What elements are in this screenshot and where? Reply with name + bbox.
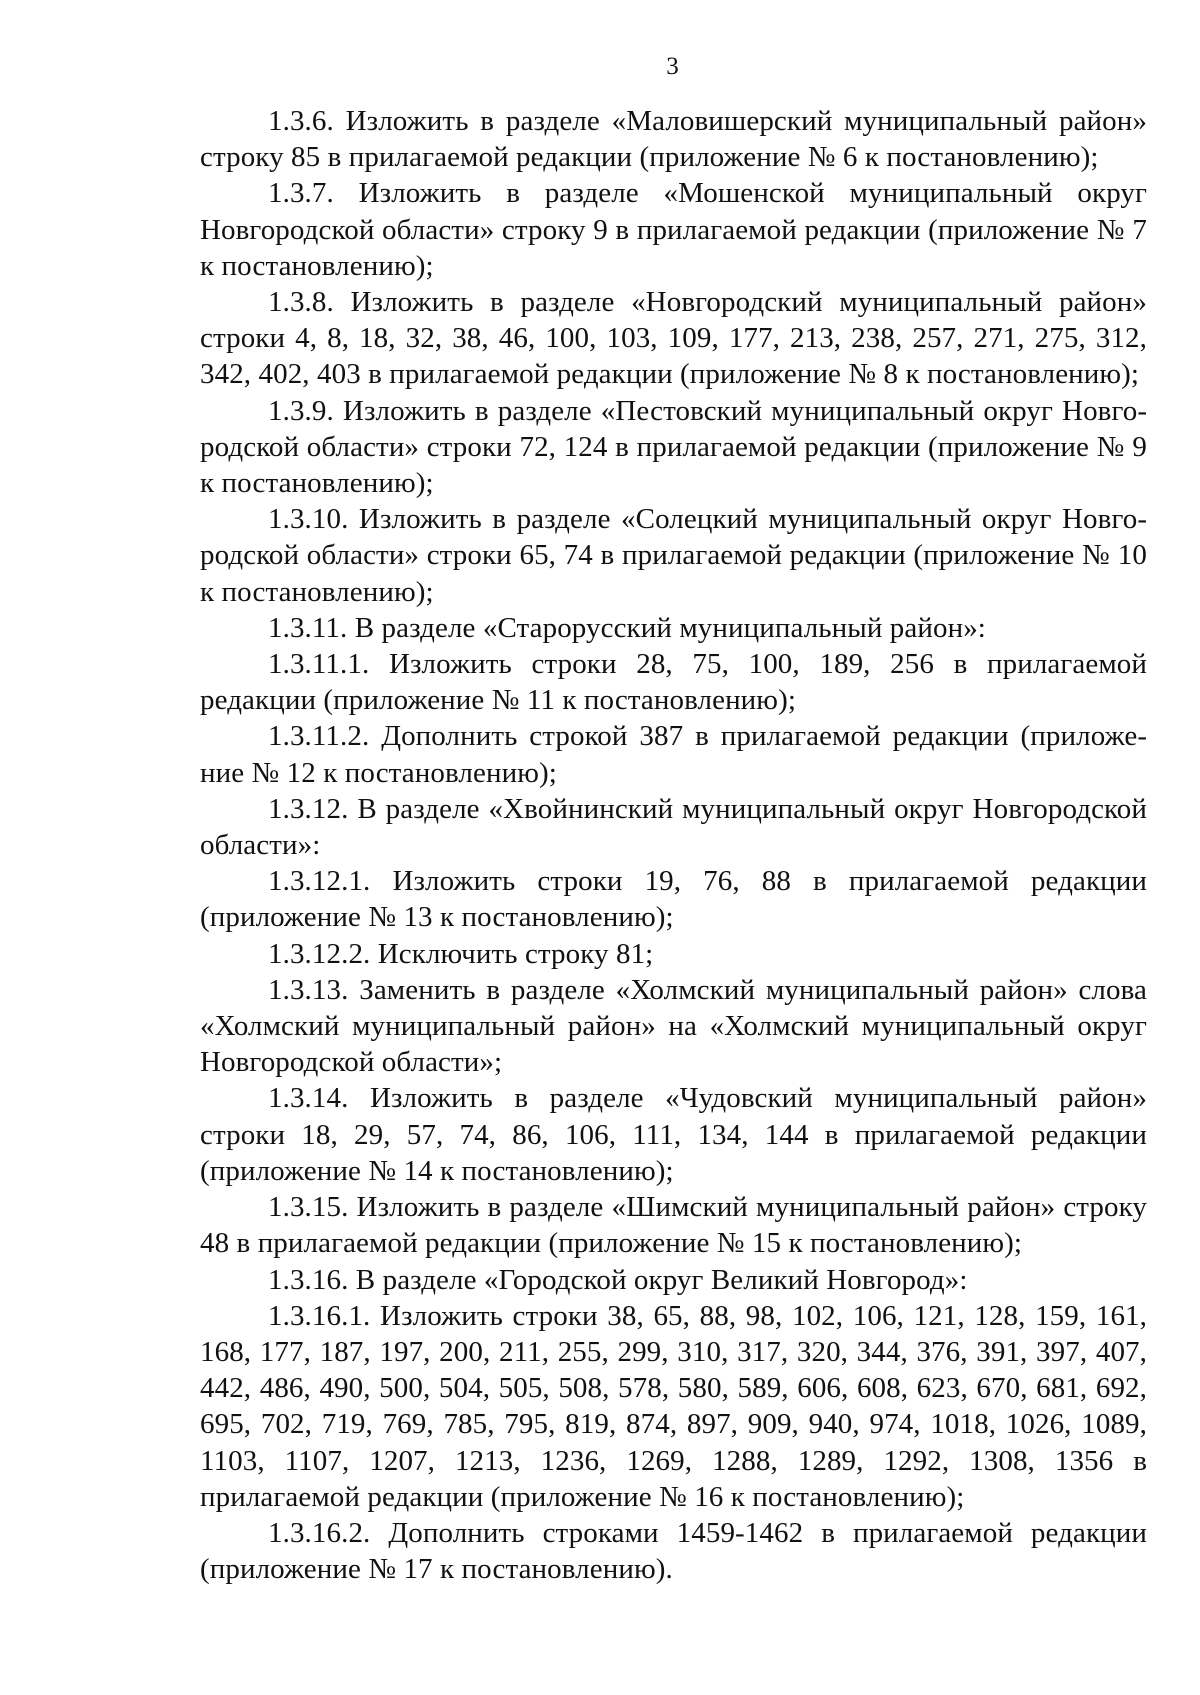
paragraph-1-3-12-1: 1.3.12.1. Изложить строки 19, 76, 88 в прилагаемой редакции (приложение № 13 к постановлению); (200, 865, 1147, 934)
paragraph-1-3-8: 1.3.8. Изложить в разделе «Новгородский муниципальный район» строки 4, 8, 18, 32, 38, 46, 100, 103, 109, 177, 213, 238, 257, 271, 275, 312, 342, 402, 403 в прилагаемой редакции (приложение № 8 к постановлению); (200, 286, 1147, 391)
paragraph-1-3-11-2: 1.3.11.2. Дополнить строкой 387 в прилагаемой редакции (приложение № 12 к постановлению); (200, 720, 1147, 789)
paragraph-1-3-11: 1.3.11. В разделе «Старорусский муниципальный район»: (268, 611, 986, 644)
paragraph-1-3-10: 1.3.10. Изложить в разделе «Солецкий муниципальный округ Новгородской области» строки 65, 74 в прилагаемой редакции (приложение № 10 к постановлению); (200, 503, 1147, 608)
paragraph-1-3-12: 1.3.12. В разделе «Хвойнинский муниципальный округ Новгородской области»: (200, 792, 1147, 862)
paragraph-1-3-15: 1.3.15. Изложить в разделе «Шимский муниципальный район» строку 48 в прилагаемой редакции (приложение № 15 к постановлению); (200, 1191, 1147, 1260)
paragraph-1-3-13: 1.3.13. Заменить в разделе «Холмский муниципальный район» слова «Холмский муниципальный район» на «Холмский муниципальный округ Новгородской области»; (200, 973, 1147, 1079)
paragraph-1-3-11-1: 1.3.11.1. Изложить строки 28, 75, 100, 189, 256 в прилагаемой редакции (приложение № 11 к постановлению); (200, 648, 1147, 717)
paragraph-1-3-16-1: 1.3.16.1. Изложить строки 38, 65, 88, 98, 102, 106, 121, 128, 159, 161, 168, 177, 187, 197, 200, 211, 255, 299, 310, 317, 320, 344, 376, 391, 397, 407, 442, 486, 490, 500, 504, 505, 508, 578, 580, 589, 606, 608, 623, 670, 681, 692, 695, 702, 719, 769, 785, 795, 819, 874, 897, 909, 940, 974, 1018, 1026, 1089, 1103, 1107, 1207, 1213, 1236, 1269, 1288, 1289, 1292, 1308, 1356 в прилагаемой редакции (приложение № 16 к постановлению); (200, 1299, 1147, 1513)
paragraph-1-3-16-2: 1.3.16.2. Дополнить строками 1459-1462 в прилагаемой редакции (приложение № 17 к постановлению). (200, 1516, 1147, 1586)
paragraph-1-3-7: 1.3.7. Изложить в разделе «Мошенской муниципальный округ Новгородской области» строку 9 в прилагаемой редакции (приложение № 7 к постановлению); (200, 177, 1147, 282)
paragraph-1-3-12-2: 1.3.12.2. Исключить строку 81; (268, 937, 654, 970)
paragraph-1-3-6: 1.3.6. Изложить в разделе «Маловишерский муниципальный район» строку 85 в прилагаемой редакции (приложение № 6 к постановлению); (200, 105, 1147, 174)
paragraph-1-3-16: 1.3.16. В разделе «Городской округ Великий Новгород»: (268, 1263, 968, 1296)
document-body (200, 103, 1147, 1587)
page-number: 3 (666, 53, 679, 80)
paragraph-1-3-14: 1.3.14. Изложить в разделе «Чудовский муниципальный район» строки 18, 29, 57, 74, 86, 106, 111, 134, 144 в прилагаемой редакции (приложение № 14 к постановлению); (200, 1082, 1147, 1187)
paragraph-1-3-9: 1.3.9. Изложить в разделе «Пестовский муниципальный округ Новгородской области» строки 72, 124 в прилагаемой редакции (приложение № 9 к постановлению); (200, 394, 1147, 500)
